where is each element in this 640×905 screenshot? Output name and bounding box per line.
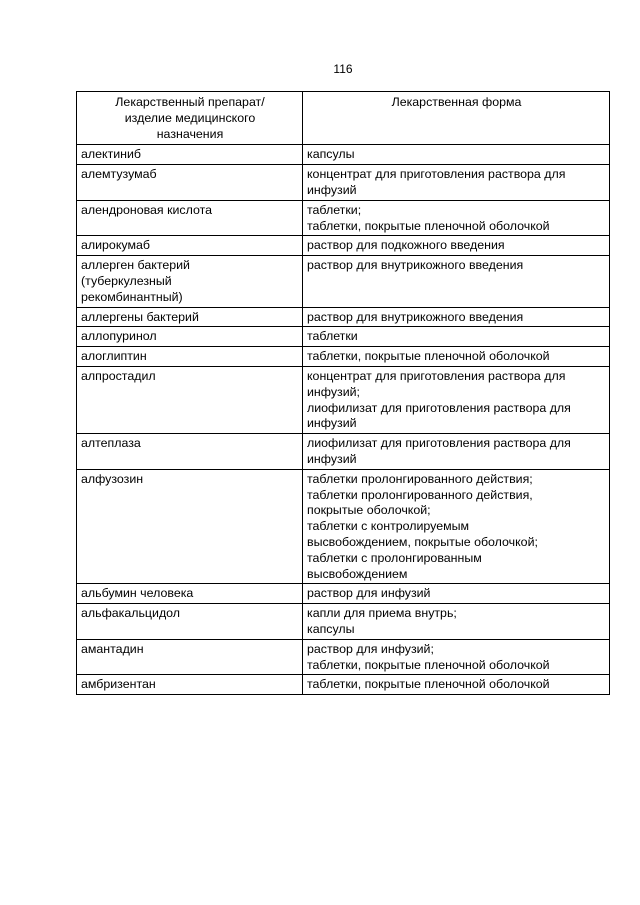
column-header-drug: Лекарственный препарат/ изделие медицинского назначения <box>77 92 303 145</box>
drug-name-cell: аллопуринол <box>77 327 303 347</box>
page-number: 116 <box>333 62 353 76</box>
drug-name-cell: аллергены бактерий <box>77 307 303 327</box>
table-row <box>77 307 610 327</box>
drug-name-cell: алфузозин <box>77 469 303 584</box>
drug-name-cell: альбумин человека <box>77 584 303 604</box>
drug-name-cell: алпростадил <box>77 366 303 433</box>
drug-table <box>76 91 610 695</box>
dosage-form-cell: раствор для инфузий; таблетки, покрытые пленочной оболочкой <box>303 639 610 675</box>
drug-name-cell: амантадин <box>77 639 303 675</box>
table-row <box>77 200 610 236</box>
dosage-form-cell: раствор для внутрикожного введения <box>303 256 610 307</box>
table-row <box>77 639 610 675</box>
dosage-form-cell: лиофилизат для приготовления раствора для инфузий <box>303 434 610 470</box>
column-header-dosage-form: Лекарственная форма <box>303 92 610 145</box>
table-row <box>77 675 610 695</box>
table-row <box>77 469 610 584</box>
table-row <box>77 256 610 307</box>
drug-name-cell: алтеплаза <box>77 434 303 470</box>
dosage-form-cell: таблетки, покрытые пленочной оболочкой <box>303 675 610 695</box>
table-row <box>77 584 610 604</box>
dosage-form-cell: раствор для инфузий <box>303 584 610 604</box>
dosage-form-cell: таблетки, покрытые пленочной оболочкой <box>303 347 610 367</box>
table-row <box>77 347 610 367</box>
table-header-row <box>77 92 610 145</box>
drug-name-cell: альфакальцидол <box>77 604 303 640</box>
dosage-form-cell: таблетки <box>303 327 610 347</box>
dosage-form-cell: раствор для подкожного введения <box>303 236 610 256</box>
dosage-form-cell: раствор для внутрикожного введения <box>303 307 610 327</box>
table-row <box>77 604 610 640</box>
table-row <box>77 434 610 470</box>
table-row <box>77 366 610 433</box>
drug-name-cell: амбризентан <box>77 675 303 695</box>
drug-name-cell: алектиниб <box>77 145 303 165</box>
dosage-form-cell: таблетки пролонгированного действия; таблетки пролонгированного действия, покрытые оболочкой; таблетки с контролируемым высвобождением, покрытые оболочкой; таблетки с пролонгированным высвобождением <box>303 469 610 584</box>
table-row <box>77 165 610 201</box>
dosage-form-cell: капли для приема внутрь; капсулы <box>303 604 610 640</box>
drug-name-cell: алоглиптин <box>77 347 303 367</box>
drug-name-cell: аллерген бактерий (туберкулезный рекомбинантный) <box>77 256 303 307</box>
dosage-form-cell: концентрат для приготовления раствора для инфузий <box>303 165 610 201</box>
table-row <box>77 236 610 256</box>
dosage-form-cell: таблетки; таблетки, покрытые пленочной оболочкой <box>303 200 610 236</box>
dosage-form-cell: капсулы <box>303 145 610 165</box>
table-row <box>77 327 610 347</box>
drug-name-cell: алирокумаб <box>77 236 303 256</box>
drug-name-cell: алендроновая кислота <box>77 200 303 236</box>
drug-name-cell: алемтузумаб <box>77 165 303 201</box>
dosage-form-cell: концентрат для приготовления раствора для инфузий; лиофилизат для приготовления раствора для инфузий <box>303 366 610 433</box>
table-row <box>77 145 610 165</box>
